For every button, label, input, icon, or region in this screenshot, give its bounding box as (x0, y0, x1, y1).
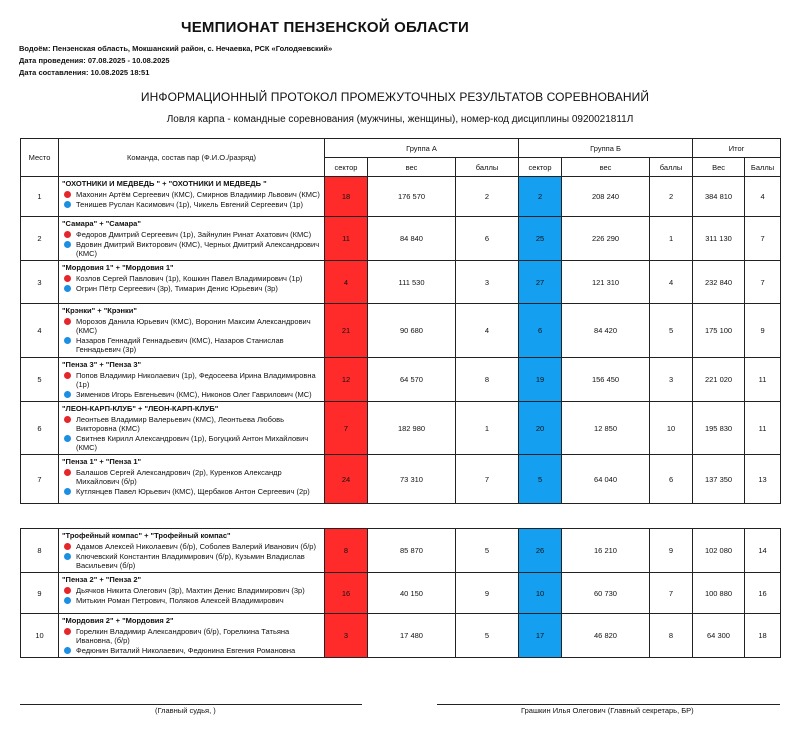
secretary-label: Грашкин Илья Олегович (Главный секретарь, БР) (521, 706, 694, 715)
team-cell (59, 614, 325, 658)
pair-members (62, 230, 321, 239)
weight-a-cell: 73 310 (368, 455, 456, 504)
weight-b-cell: 12 850 (562, 402, 650, 455)
sector-b-cell: 27 (519, 261, 562, 304)
sector-b-cell: 6 (519, 304, 562, 358)
sector-a-cell: 4 (325, 261, 368, 304)
pair-names: Морозов Данила Юрьевич (КМС), Воронин Максим Александрович (КМС) (76, 317, 311, 335)
col-total-points: Баллы (745, 158, 781, 177)
place-cell: 7 (21, 455, 59, 504)
weight-b-cell: 16 210 (562, 529, 650, 573)
team-name: "Пенза 1" + "Пенза 1" (62, 457, 142, 466)
pair-members (62, 274, 321, 283)
red-pair-icon (64, 416, 71, 423)
team-name: "Пенза 3" + "Пенза 3" (62, 360, 142, 369)
red-pair-icon (64, 275, 71, 282)
blue-pair-icon (64, 241, 71, 248)
results-table (20, 138, 781, 504)
pair-members (62, 586, 321, 595)
place-cell: 5 (21, 358, 59, 402)
weight-a-cell: 111 530 (368, 261, 456, 304)
blue-pair-icon (64, 553, 71, 560)
total-points-cell: 9 (745, 304, 781, 358)
total-points-cell: 11 (745, 358, 781, 402)
weight-a-cell: 85 870 (368, 529, 456, 573)
red-pair-icon (64, 628, 71, 635)
total-weight-cell: 102 080 (693, 529, 745, 573)
team-cell (59, 261, 325, 304)
pair-names: Горелкин Владимир Александрович (б/р), Горелкина Татьяна Ивановна, (б/р) (76, 627, 290, 645)
blue-pair-icon (64, 285, 71, 292)
col-group-a: Группа А (325, 139, 519, 158)
pair-names: Дьячков Никита Олегович (3р), Махтин Денис Владимирович (3р) (76, 586, 305, 595)
blue-pair-icon (64, 201, 71, 208)
team-name: "ОХОТНИКИ И МЕДВЕДЬ " + "ОХОТНИКИ И МЕДВЕДЬ " (62, 179, 267, 188)
col-team: Команда, состав пар (Ф.И.О./разряд) (59, 139, 325, 177)
pair-names: Махонин Артём Сергеевич (КМС), Смирнов Владимир Львович (КМС) (76, 190, 320, 199)
weight-b-cell: 208 240 (562, 177, 650, 217)
points-b-cell: 10 (650, 402, 693, 455)
sector-b-cell: 26 (519, 529, 562, 573)
compiled-line: Дата составления: 10.08.2025 18:51 (19, 68, 150, 77)
pair-names: Леонтьев Владимир Валерьевич (КМС), Леонтьева Любовь Викторовна (КМС) (76, 415, 285, 433)
weight-a-cell: 90 680 (368, 304, 456, 358)
pair-names: Назаров Геннадий Геннадьевич (КМС), Назаров Станислав Геннадьевич (3р) (76, 336, 284, 354)
place-cell: 9 (21, 573, 59, 614)
points-a-cell: 6 (456, 217, 519, 261)
blue-pair-icon (64, 435, 71, 442)
pair-names: Тенишев Руслан Касимович (1р), Чикель Евгений Сергеевич (1р) (76, 200, 303, 209)
weight-b-cell: 121 310 (562, 261, 650, 304)
team-cell (59, 455, 325, 504)
col-sector-b: сектор (519, 158, 562, 177)
page-title: ЧЕМПИОНАТ ПЕНЗЕНСКОЙ ОБЛАСТИ (180, 19, 470, 36)
venue-line: Водоём: Пензенская область, Мокшанский район, с. Нечаевка, РСК «Голодяевский» (19, 44, 333, 53)
points-a-cell: 3 (456, 261, 519, 304)
points-a-cell: 5 (456, 614, 519, 658)
pair-members (62, 596, 321, 605)
blue-pair-icon (64, 488, 71, 495)
total-weight-cell: 384 810 (693, 177, 745, 217)
team-name: "Самара" + "Самара" (62, 219, 141, 228)
weight-a-cell: 40 150 (368, 573, 456, 614)
pair-members (62, 336, 321, 354)
total-points-cell: 16 (745, 573, 781, 614)
total-points-cell: 4 (745, 177, 781, 217)
sector-b-cell: 20 (519, 402, 562, 455)
points-b-cell: 3 (650, 358, 693, 402)
table-row (21, 261, 781, 304)
total-points-cell: 7 (745, 261, 781, 304)
pair-members (62, 552, 321, 570)
sector-a-cell: 21 (325, 304, 368, 358)
sector-b-cell: 19 (519, 358, 562, 402)
pair-members (62, 646, 321, 655)
total-points-cell: 11 (745, 402, 781, 455)
team-cell (59, 358, 325, 402)
total-points-cell: 13 (745, 455, 781, 504)
pair-names: Вдовин Дмитрий Викторович (КМС), Черных Дмитрий Александрович (КМС) (76, 240, 320, 258)
team-name: "Крэнки" + "Крэнки" (62, 306, 137, 315)
pair-members (62, 415, 321, 433)
weight-a-cell: 17 480 (368, 614, 456, 658)
judge-label: (Главный судья, ) (155, 706, 216, 715)
blue-pair-icon (64, 337, 71, 344)
weight-b-cell: 46 820 (562, 614, 650, 658)
place-cell: 3 (21, 261, 59, 304)
protocol-title: ИНФОРМАЦИОННЫЙ ПРОТОКОЛ ПРОМЕЖУТОЧНЫХ РЕЗУЛЬТАТОВ СОРЕВНОВАНИЙ (140, 90, 650, 104)
total-points-cell: 14 (745, 529, 781, 573)
total-weight-cell: 232 840 (693, 261, 745, 304)
table-row (21, 402, 781, 455)
pair-names: Свитнев Кирилл Александрович (1р), Богуцкий Антон Михайлович (КМС) (76, 434, 309, 452)
place-cell: 4 (21, 304, 59, 358)
col-place: Место (21, 139, 59, 177)
total-weight-cell: 175 100 (693, 304, 745, 358)
pair-members (62, 200, 321, 209)
team-cell (59, 529, 325, 573)
sector-a-cell: 3 (325, 614, 368, 658)
sector-b-cell: 5 (519, 455, 562, 504)
weight-a-cell: 64 570 (368, 358, 456, 402)
sector-a-cell: 11 (325, 217, 368, 261)
points-b-cell: 1 (650, 217, 693, 261)
team-cell (59, 177, 325, 217)
total-weight-cell: 100 880 (693, 573, 745, 614)
sector-a-cell: 12 (325, 358, 368, 402)
red-pair-icon (64, 587, 71, 594)
dates-line: Дата проведения: 07.08.2025 - 10.08.2025 (19, 56, 170, 65)
sector-b-cell: 17 (519, 614, 562, 658)
pair-members (62, 317, 321, 335)
sector-a-cell: 8 (325, 529, 368, 573)
sector-a-cell: 16 (325, 573, 368, 614)
red-pair-icon (64, 372, 71, 379)
col-weight-b: вес (562, 158, 650, 177)
sector-a-cell: 24 (325, 455, 368, 504)
points-a-cell: 7 (456, 455, 519, 504)
points-a-cell: 2 (456, 177, 519, 217)
pair-members (62, 371, 321, 389)
team-name: "Трофейный компас" + "Трофейный компас" (62, 531, 231, 540)
secretary-signature-line (437, 704, 780, 705)
weight-b-cell: 84 420 (562, 304, 650, 358)
team-cell (59, 304, 325, 358)
table-row (21, 455, 781, 504)
pair-names: Зименков Игорь Евгеньевич (КМС), Никонов Олег Гаврилович (МС) (76, 390, 312, 399)
pair-names: Федюнин Виталий Николаевич, Федюнина Евгения Романовна (76, 646, 296, 655)
table-row (21, 529, 781, 573)
table-row (21, 177, 781, 217)
table-row (21, 358, 781, 402)
red-pair-icon (64, 543, 71, 550)
pair-names: Федоров Дмитрий Сергеевич (1р), Зайнулин Ринат Ахатович (КМС) (76, 230, 312, 239)
weight-a-cell: 182 980 (368, 402, 456, 455)
place-cell: 8 (21, 529, 59, 573)
col-total: Итог (693, 139, 781, 158)
sector-b-cell: 25 (519, 217, 562, 261)
total-points-cell: 7 (745, 217, 781, 261)
place-cell: 6 (21, 402, 59, 455)
col-sector-a: сектор (325, 158, 368, 177)
place-cell: 10 (21, 614, 59, 658)
points-a-cell: 5 (456, 529, 519, 573)
pair-members (62, 240, 321, 258)
blue-pair-icon (64, 647, 71, 654)
table-row (21, 573, 781, 614)
points-b-cell: 9 (650, 529, 693, 573)
red-pair-icon (64, 191, 71, 198)
col-total-weight: Вес (693, 158, 745, 177)
pair-members (62, 468, 321, 486)
pair-members (62, 627, 321, 645)
sector-b-cell: 10 (519, 573, 562, 614)
sector-b-cell: 2 (519, 177, 562, 217)
pair-names: Козлов Сергей Павлович (1р), Кошкин Павел Владимирович (1р) (76, 274, 303, 283)
points-b-cell: 6 (650, 455, 693, 504)
col-weight-a: вес (368, 158, 456, 177)
judge-signature-line (20, 704, 362, 705)
points-a-cell: 9 (456, 573, 519, 614)
total-weight-cell: 64 300 (693, 614, 745, 658)
total-weight-cell: 137 350 (693, 455, 745, 504)
col-points-b: баллы (650, 158, 693, 177)
pair-members (62, 390, 321, 399)
table-row (21, 304, 781, 358)
weight-b-cell: 64 040 (562, 455, 650, 504)
team-cell (59, 217, 325, 261)
pair-names: Огрин Пётр Сергеевич (3р), Тимарин Денис Юрьевич (3р) (76, 284, 278, 293)
col-points-a: баллы (456, 158, 519, 177)
red-pair-icon (64, 231, 71, 238)
pair-members (62, 190, 321, 199)
weight-a-cell: 84 840 (368, 217, 456, 261)
place-cell: 1 (21, 177, 59, 217)
points-a-cell: 1 (456, 402, 519, 455)
points-b-cell: 7 (650, 573, 693, 614)
pair-names: Балашов Сергей Александрович (2р), Куренков Александр Михайлович (б/р) (76, 468, 282, 486)
sector-a-cell: 18 (325, 177, 368, 217)
table-row (21, 217, 781, 261)
col-group-b: Группа Б (519, 139, 693, 158)
red-pair-icon (64, 469, 71, 476)
discipline-line: Ловля карпа - командные соревнования (мужчины, женщины), номер-код дисциплины 0920021811Л (166, 114, 634, 125)
blue-pair-icon (64, 391, 71, 398)
pair-members (62, 284, 321, 293)
blue-pair-icon (64, 597, 71, 604)
pair-names: Попов Владимир Николаевич (1р), Федосеева Ирина Владимировна (1р) (76, 371, 316, 389)
total-weight-cell: 311 130 (693, 217, 745, 261)
points-b-cell: 2 (650, 177, 693, 217)
team-name: "Пенза 2" + "Пенза 2" (62, 575, 142, 584)
pair-members (62, 487, 321, 496)
pair-members (62, 434, 321, 452)
team-name: "ЛЕОН-КАРП-КЛУБ" + "ЛЕОН-КАРП-КЛУБ" (62, 404, 219, 413)
table-row (21, 614, 781, 658)
weight-b-cell: 156 450 (562, 358, 650, 402)
pair-names: Адамов Алексей Николаевич (б/р), Соболев Валерий Иванович (б/р) (76, 542, 316, 551)
pair-members (62, 542, 321, 551)
results-table-continued (20, 528, 781, 658)
points-a-cell: 4 (456, 304, 519, 358)
pair-names: Кутлянцев Павел Юрьевич (КМС), Щербаков Антон Сергеевич (2р) (76, 487, 310, 496)
total-points-cell: 18 (745, 614, 781, 658)
place-cell: 2 (21, 217, 59, 261)
weight-a-cell: 176 570 (368, 177, 456, 217)
points-b-cell: 5 (650, 304, 693, 358)
pair-names: Митькин Роман Петрович, Поляков Алексей Владимирович (76, 596, 284, 605)
points-b-cell: 4 (650, 261, 693, 304)
points-a-cell: 8 (456, 358, 519, 402)
team-cell (59, 573, 325, 614)
team-name: "Мордовия 1" + "Мордовия 1" (62, 263, 174, 272)
total-weight-cell: 221 020 (693, 358, 745, 402)
weight-b-cell: 60 730 (562, 573, 650, 614)
points-b-cell: 8 (650, 614, 693, 658)
weight-b-cell: 226 290 (562, 217, 650, 261)
red-pair-icon (64, 318, 71, 325)
total-weight-cell: 195 830 (693, 402, 745, 455)
team-cell (59, 402, 325, 455)
team-name: "Мордовия 2" + "Мордовия 2" (62, 616, 174, 625)
sector-a-cell: 7 (325, 402, 368, 455)
pair-names: Ключевский Константин Владимирович (б/р), Кузьмин Владислав Васильевич (б/р) (76, 552, 305, 570)
